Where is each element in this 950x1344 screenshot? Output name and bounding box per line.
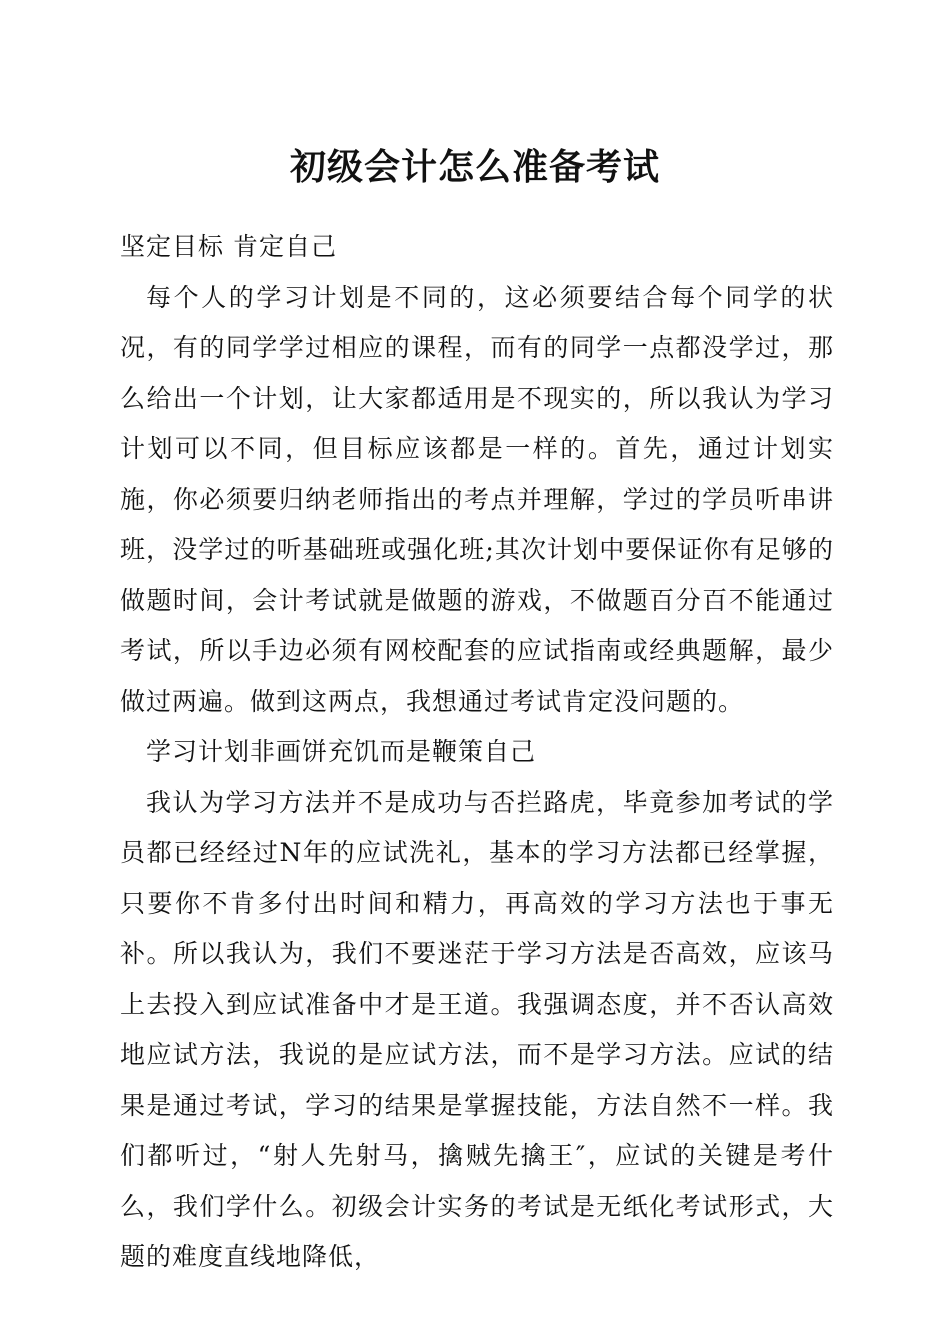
section-heading-goal: 坚定目标 肯定自己: [120, 232, 337, 261]
paragraph-study-plan: 每个人的学习计划是不同的，这必须要结合每个同学的状况，有的同学学过相应的课程，而有的同学一点都没学过，那么给出一个计划，让大家都适用是不现实的，所以我认为学习计划可以不同，但目标应该都是一样的。首先，通过计划实施，你必须要归纳老师指出的考点并理解，学过的学员听串讲班，没学过的听基础班或强化班;其次计划中要保证你有足够的做题时间，会计考试就是做题的游戏，不做题百分百不能通过考试，所以手边必须有网校配套的应试指南或经典题解，最少做过两遍。做到这两点，我想通过考试肯定没问题的。: [120, 282, 834, 716]
document-title: 初级会计怎么准备考试: [289, 147, 660, 188]
document-body: [120, 222, 834, 1283]
section-heading-plan: 学习计划非画饼充饥而是鞭策自己: [146, 737, 537, 766]
paragraph-study-method: 我认为学习方法并不是成功与否拦路虎，毕竟参加考试的学员都已经经过N年的应试洗礼，基本的学习方法都已经掌握，只要你不肯多付出时间和精力，再高效的学习方法也于事无补。所以我认为，我们不要迷茫于学习方法是否高效，应该马上去投入到应试准备中才是王道。我强调态度，并不否认高效地应试方法，我说的是应试方法，而不是学习方法。应试的结果是通过考试，学习的结果是掌握技能，方法自然不一样。我们都听过，“射人先射马，擒贼先擒王″，应试的关键是考什么，我们学什么。初级会计实务的考试是无纸化考试形式，大题的难度直线地降低，: [120, 787, 834, 1271]
